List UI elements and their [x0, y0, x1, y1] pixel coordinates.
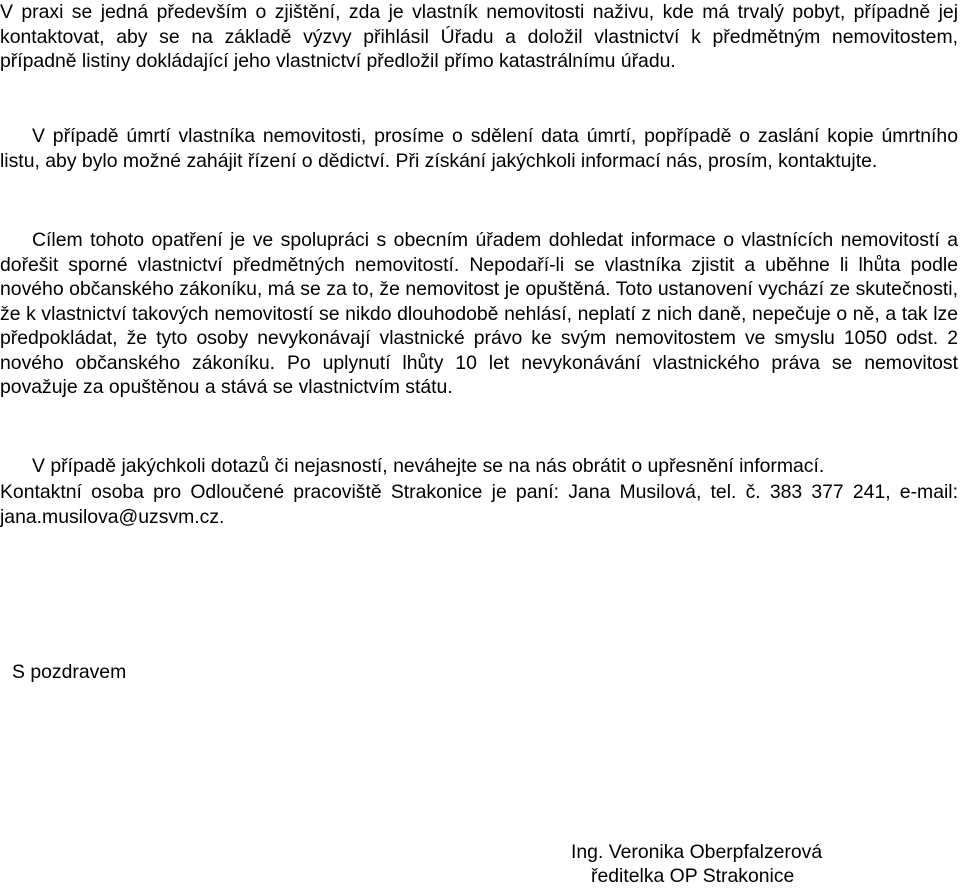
paragraph-contact-verification: V praxi se jedná především o zjištění, zda je vlastník nemovitosti naživu, kde má trvalý pobyt, případně jej kontaktovat, aby se na základě výzvy přihlásil Úřadu a doložil vlastnictví k předmětným nemovitostem, případně listiny dokládající jeho vlastnictví předložil přímo katastrálnímu úřadu.: [0, 1, 958, 72]
signatory-role: ředitelka OP Strakonice: [591, 865, 795, 887]
signatory-name: Ing. Veronika Oberpfalzerová: [571, 841, 823, 863]
paragraph-death-notice: V případě úmrtí vlastníka nemovitosti, prosíme o sdělení data úmrtí, popřípadě o zaslání kopie úmrtního listu, aby bylo možné zahájit řízení o dědictví. Při získání jakýchkoli informací nás, prosím, kontaktujte.: [0, 125, 958, 172]
signature-block: [571, 840, 822, 888]
paragraph-contact-person: Kontaktní osoba pro Odloučené pracoviště Strakonice je paní: Jana Musilová, tel. č. 383 377 241, e-mail: jana.musilova@uzsvm.cz.: [0, 481, 958, 528]
closing-greeting: S pozdravem: [12, 661, 127, 683]
paragraph-questions: V případě jakýchkoli dotazů či nejasností, neváhejte se na nás obrátit o upřesnění informací.: [32, 455, 825, 477]
paragraph-purpose: Cílem tohoto opatření je ve spolupráci s obecním úřadem dohledat informace o vlastnících nemovitostí a dořešit sporné vlastnictví předmětných nemovitostí. Nepodaří-li se vlastníka zjistit a uběhne li lhůta podle nového občanského zákoníku, má se za to, že nemovitost je opuštěná. Toto ustanovení vychází ze skutečnosti, že k vlastnictví takových nemovitostí se nikdo dlouhodobě nehlásí, neplatí z nich daně, nepečuje o ně, a tak lze předpokládat, že tyto osoby nevykonávají vlastnické právo ke svým nemovitostem ve smyslu 1050 odst. 2 nového občanského zákoníku. Po uplynutí lhůty 10 let nevykonávání vlastnického práva se nemovitost považuje za opuštěnou a stává se vlastnictvím státu.: [0, 229, 958, 398]
